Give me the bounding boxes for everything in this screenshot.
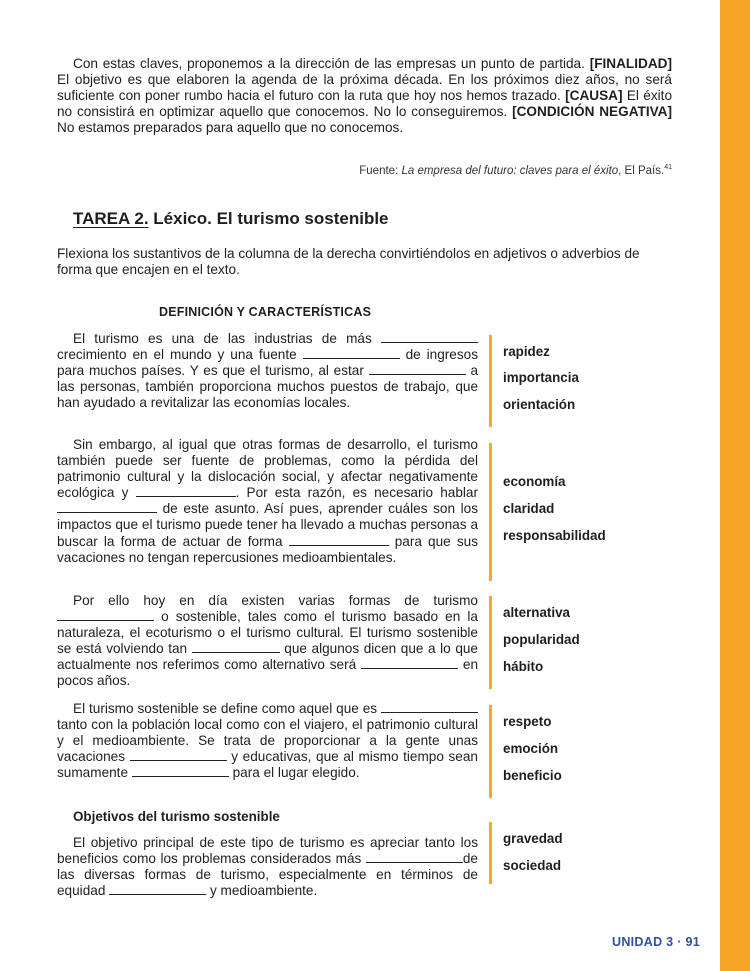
p1-text-d: a las personas, también proporciona muchos puestos de trabajo, que han ayudado a revitalizar las economías locales. xyxy=(57,363,479,411)
p3-text-a: Por ello hoy en día existen varias formas de turismo xyxy=(73,593,478,608)
intro-sentence-1: Con estas claves, proponemos a la dirección de las empresas un punto de partida. xyxy=(73,56,585,71)
word-rapidez: rapidez xyxy=(503,344,550,359)
intro-sentence-2: El objetivo es que elaboren la agenda de la próxima década. En los próximos diez años, no será suficiente con poner rumbo hacia el futuro con la ruta que hoy nos hemos trazado. xyxy=(57,72,672,104)
intro-sentence-3: El éxito no consistirá en optimizar aquello que conocemos. No lo conseguiremos. xyxy=(57,88,673,120)
p1-text-c: de ingresos para muchos países. Y es que el turismo, al estar xyxy=(57,347,479,379)
blank-2[interactable] xyxy=(303,348,400,359)
tag-causa: [CAUSA] xyxy=(565,88,623,104)
word-list-1 xyxy=(489,335,579,427)
p4-text-d: para el lugar elegido. xyxy=(232,765,360,781)
blank-1[interactable] xyxy=(381,332,478,343)
section-heading: DEFINICIÓN Y CARACTERÍSTICAS xyxy=(159,305,372,319)
word-alternativa: alternativa xyxy=(503,605,570,620)
exercise-paragraph-1 xyxy=(57,331,478,411)
blank-9[interactable] xyxy=(361,658,458,669)
word-economia: economía xyxy=(503,474,566,489)
word-emocion: emoción xyxy=(503,741,559,756)
source-suffix: , El País. xyxy=(618,164,665,177)
intro-sentence-4: No estamos preparados para aquello que no conocemos. xyxy=(57,120,404,136)
footer-separator: · xyxy=(673,935,686,949)
blank-5[interactable] xyxy=(57,502,157,513)
p1-text-a: El turismo es una de las industrias de más xyxy=(73,331,372,346)
exercise-paragraph-3 xyxy=(57,593,478,690)
word-orientacion: orientación xyxy=(503,397,576,412)
word-importancia: importancia xyxy=(503,370,579,385)
intro-paragraph xyxy=(57,56,672,136)
blank-8[interactable] xyxy=(192,642,280,653)
blank-3[interactable] xyxy=(369,364,466,375)
p5-text-b: de las diversas formas de turismo, especialmente en términos de equidad xyxy=(57,851,478,899)
word-popularidad: popularidad xyxy=(503,632,580,647)
p3-text-b: o sostenible, tales como el turismo basado en la naturaleza, el ecoturismo o el turismo cultural. El turismo sostenible se está volviendo tan xyxy=(57,609,478,657)
p4-text-c: y educativas, que al mismo tiempo sean sumamente xyxy=(57,749,478,781)
orange-side-bar xyxy=(720,0,750,971)
page-number: 91 xyxy=(685,935,700,949)
word-beneficio: beneficio xyxy=(503,768,562,783)
p2-text-d: para que sus vacaciones no tengan repercusiones medioambientales. xyxy=(57,533,478,565)
blank-13[interactable] xyxy=(366,852,463,863)
exercise-paragraph-5 xyxy=(57,835,478,899)
tag-condicion-negativa: [CONDICIÓN NEGATIVA] xyxy=(512,104,672,120)
task-title xyxy=(73,209,389,229)
task-instructions: Flexiona los sustantivos de la columna de la derecha convirtiéndolos en adjetivos o adverbios de forma que encajen en el texto. xyxy=(57,246,640,278)
word-sociedad: sociedad xyxy=(503,858,562,873)
word-list-3 xyxy=(489,596,580,689)
word-respeto: respeto xyxy=(503,714,552,729)
word-list-4 xyxy=(489,705,562,798)
p2-text-c: de este asunto. Así pues, aprender cuáles son los impactos que el turismo puede tener ha llevado a muchas personas a buscar la forma de actuar de forma xyxy=(57,501,478,549)
source-title: La empresa del futuro: claves para el éxito xyxy=(401,164,619,177)
p5-text-c: y medioambiente. xyxy=(209,883,318,899)
blank-10[interactable] xyxy=(381,702,478,713)
blank-7[interactable] xyxy=(57,610,154,621)
footer-unit: UNIDAD 3 xyxy=(612,935,674,949)
p3-text-d: en pocos años. xyxy=(57,657,479,689)
word-gravedad: gravedad xyxy=(503,831,563,846)
source-citation xyxy=(359,164,672,177)
word-list-5 xyxy=(489,822,563,884)
p1-text-b: crecimiento en el mundo y una fuente xyxy=(57,347,297,363)
p4-text-a: El turismo sostenible se define como aquel que es xyxy=(73,701,378,716)
footnote-number: 41 xyxy=(664,164,672,171)
objectives-heading: Objetivos del turismo sostenible xyxy=(73,809,280,824)
word-list-2 xyxy=(489,443,606,581)
word-habito: hábito xyxy=(503,659,544,674)
task-number: TAREA 2. xyxy=(73,209,149,228)
p4-text-b: tanto con la población local como con el viajero, el patrimonio cultural y el medioambiente. Se trata de proporcionar a la gente unas vacaciones xyxy=(57,717,478,765)
blank-12[interactable] xyxy=(132,766,229,777)
p2-text-b: . Por esta razón, es necesario hablar xyxy=(235,485,479,501)
p2-text-a: Sin embargo, al igual que otras formas de desarrollo, el turismo también puede ser fuente de problemas, como la pérdida del patrimonio cultural y la dislocación social, y afectar negativamente ecológica y xyxy=(57,437,478,501)
blank-6[interactable] xyxy=(289,535,389,546)
exercise-paragraph-4 xyxy=(57,701,478,781)
task-title-text: Léxico. El turismo sostenible xyxy=(148,209,389,228)
page-footer xyxy=(612,935,700,949)
tag-finalidad: [FINALIDAD] xyxy=(589,56,672,71)
source-prefix: Fuente: xyxy=(359,164,402,177)
blank-11[interactable] xyxy=(130,750,227,761)
p3-text-c: que algunos dicen que a lo que actualmente nos referimos como alternativo será xyxy=(57,641,478,673)
word-responsabilidad: responsabilidad xyxy=(503,528,606,543)
word-claridad: claridad xyxy=(503,501,555,516)
blank-14[interactable] xyxy=(109,884,206,895)
p5-text-a: El objetivo principal de este tipo de turismo es apreciar tanto los beneficios como los problemas considerados más xyxy=(57,835,478,867)
exercise-paragraph-2 xyxy=(57,437,478,566)
blank-4[interactable] xyxy=(136,486,236,497)
